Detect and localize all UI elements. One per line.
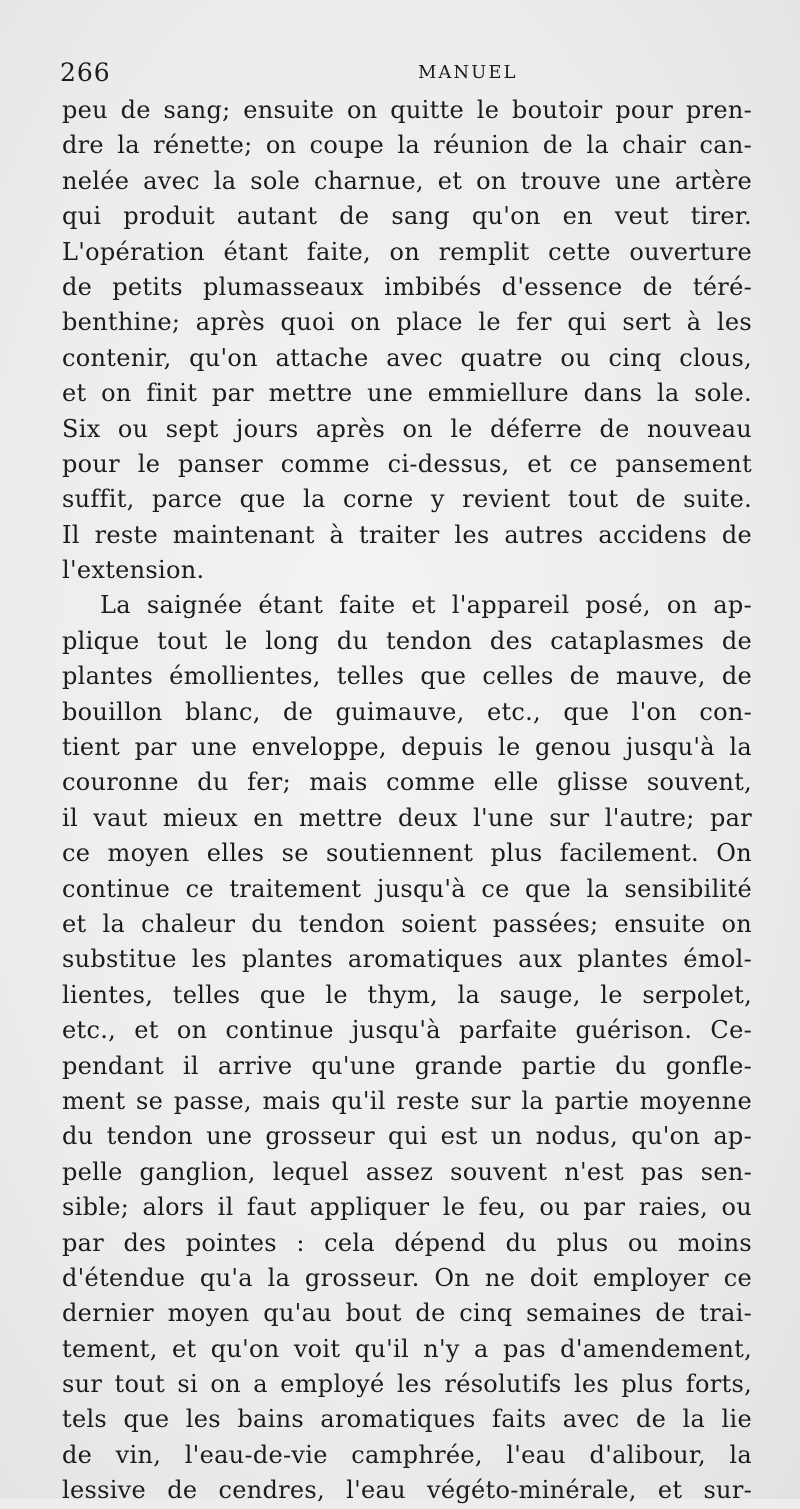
text-line: La saignée étant faite et l'appareil posé, on ap- [100,591,752,620]
text-line: sible; alors il faut appliquer le feu, ou par raies, ou [62,1193,752,1222]
text-line: suffit, parce que la corne y revient tout de suite. [62,485,752,514]
text-line: substitue les plantes aromatiques aux plantes émol- [62,945,752,974]
text-line: plantes émollientes, telles que celles de mauve, de [62,662,752,691]
text-line: l'extension. [62,556,205,585]
text-line: dernier moyen qu'au bout de cinq semaines de trai- [62,1299,752,1328]
text-line: du tendon une grosseur qui est un nodus, qu'on ap- [62,1122,752,1151]
text-line: de vin, l'eau-de-vie camphrée, l'eau d'alibour, la [62,1440,752,1469]
text-line: nelée avec la sole charnue, et on trouve une artère [62,166,752,195]
text-line: pendant il arrive qu'une grande partie du gonfle- [62,1051,752,1080]
text-line: d'étendue qu'a la grosseur. On ne doit employer ce [62,1263,752,1292]
body-text [62,93,752,1509]
text-line: peu de sang; ensuite on quitte le boutoir pour pren- [62,96,752,124]
text-line: qui produit autant de sang qu'on en veut tirer. [62,202,752,231]
text-line: Il reste maintenant à traiter les autres accidens de [62,520,752,549]
running-head: MANUEL [418,62,518,83]
text-line: L'opération étant faite, on remplit cette ouverture [62,237,752,266]
text-line: pour le panser comme ci-dessus, et ce pansement [62,449,752,478]
text-line: de petits plumasseaux imbibés d'essence de téré- [62,272,752,301]
text-line: lientes, telles que le thym, la sauge, le serpolet, [62,980,752,1009]
text-line: par des pointes : cela dépend du plus ou moins [62,1228,752,1257]
page-header [60,58,740,88]
text-line: et la chaleur du tendon soient passées; ensuite on [62,909,752,938]
text-line: etc., et on continue jusqu'à parfaite guérison. Ce- [62,1016,752,1045]
page-number: 266 [60,58,111,87]
text-line: couronne du fer; mais comme elle glisse souvent, [62,768,752,797]
text-line: benthine; après quoi on place le fer qui sert à les [62,308,752,337]
text-line: ment se passe, mais qu'il reste sur la partie moyenne [62,1086,752,1115]
text-line: sur tout si on a employé les résolutifs les plus forts, [62,1370,752,1399]
text-line: plique tout le long du tendon des cataplasmes de [62,626,752,655]
text-line: pelle ganglion, lequel assez souvent n'est pas sen- [62,1157,752,1186]
text-line: dre la rénette; on coupe la réunion de la chair can- [62,131,752,160]
text-line: il vaut mieux en mettre deux l'une sur l'autre; par [62,803,752,832]
text-line: lessive de cendres, l'eau végéto-minérale, et sur- [62,1476,752,1505]
text-line: contenir, qu'on attache avec quatre ou cinq clous, [62,343,752,372]
text-line: Six ou sept jours après on le déferre de nouveau [62,414,752,443]
text-line: tient par une enveloppe, depuis le genou jusqu'à la [62,733,752,762]
text-line: ce moyen elles se soutiennent plus facilement. On [62,839,752,868]
text-line: tels que les bains aromatiques faits avec de la lie [62,1405,752,1434]
text-line: bouillon blanc, de guimauve, etc., que l'on con- [62,697,752,726]
text-line: tement, et qu'on voit qu'il n'y a pas d'amendement, [62,1334,752,1363]
text-line: continue ce traitement jusqu'à ce que la sensibilité [62,874,752,903]
text-line: et on finit par mettre une emmiellure dans la sole. [62,379,752,408]
